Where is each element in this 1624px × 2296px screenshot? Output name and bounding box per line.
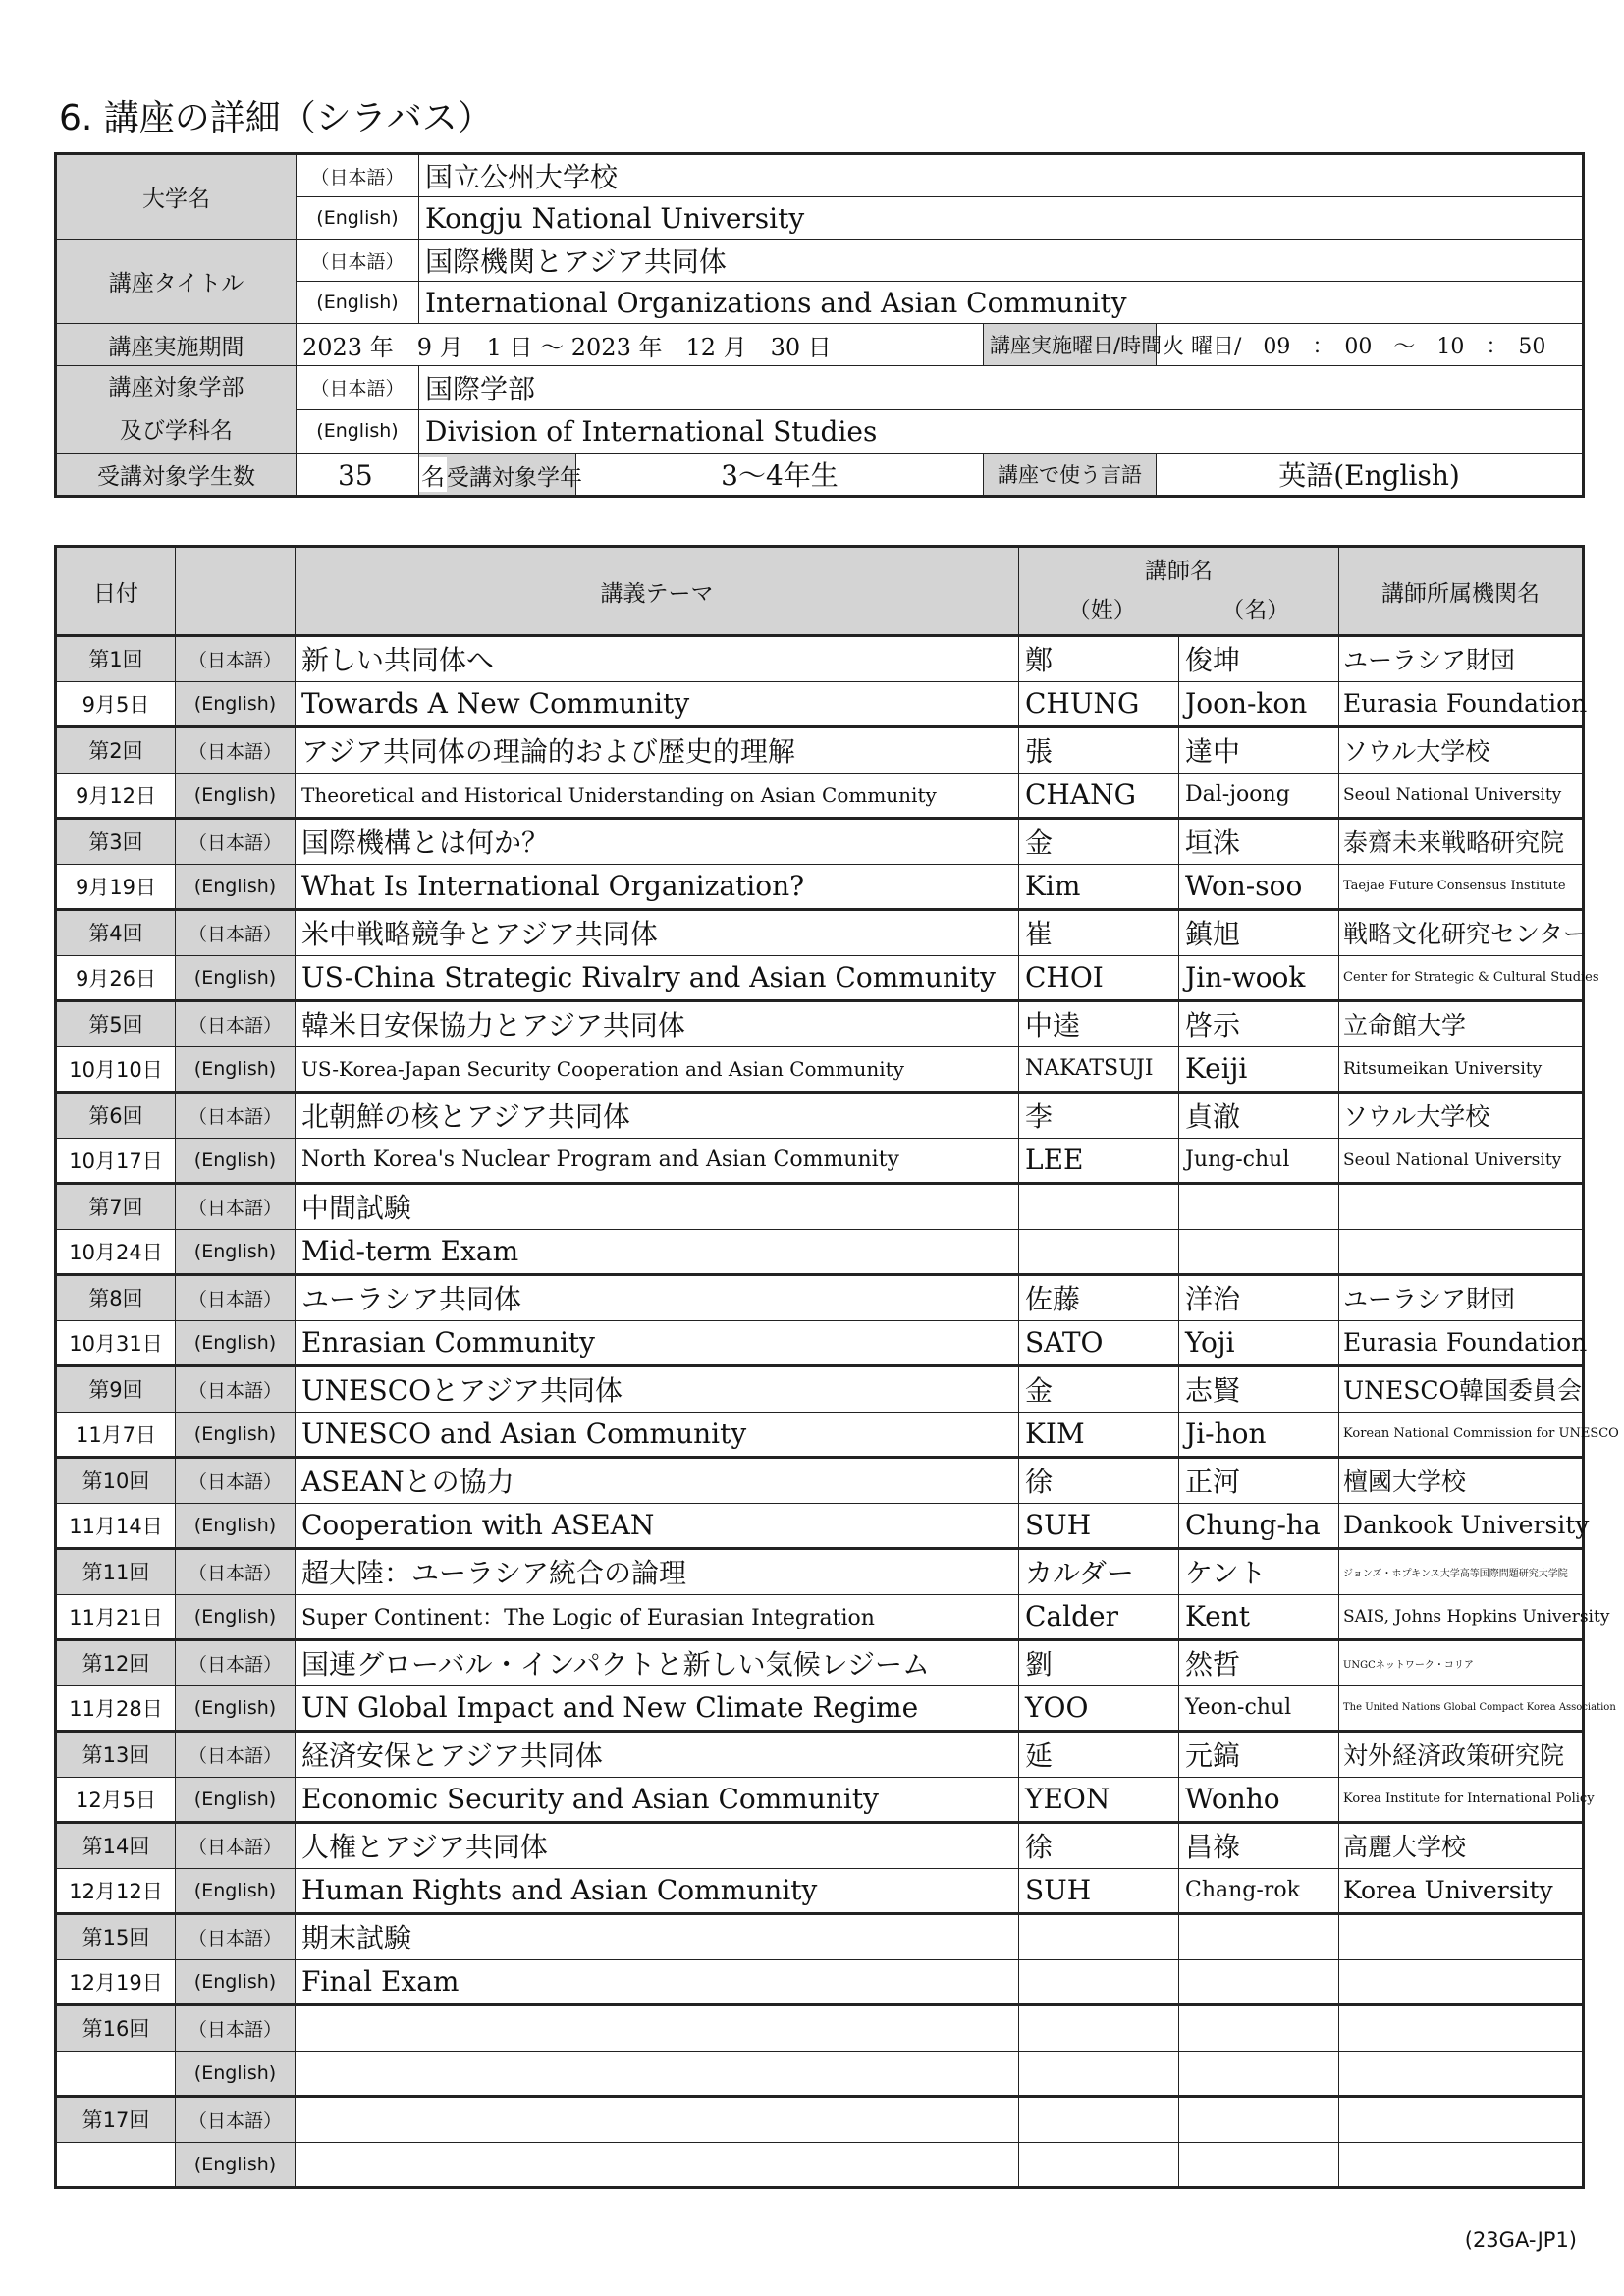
lecturer-given-en: Kent xyxy=(1179,1594,1339,1640)
session-date: 9月12日 xyxy=(56,773,176,819)
en-tag: (English) xyxy=(176,1868,296,1914)
header-theme: 講義テーマ xyxy=(296,547,1019,636)
theme-jp: 国連グローバル・インパクトと新しい気候レジーム xyxy=(296,1640,1019,1686)
theme-jp: ASEANとの協力 xyxy=(296,1458,1019,1504)
en-tag: (English) xyxy=(297,409,419,454)
theme-jp: 人権とアジア共同体 xyxy=(296,1823,1019,1869)
lecturer-surname-en: YOO xyxy=(1019,1685,1179,1732)
lecturer-given-jp: 鎮旭 xyxy=(1179,910,1339,956)
theme-jp: 米中戦略競争とアジア共同体 xyxy=(296,910,1019,956)
schedule-table xyxy=(54,545,1619,2189)
en-tag: (English) xyxy=(176,1138,296,1184)
lecturer-given-en: Chung-ha xyxy=(1179,1503,1339,1549)
session-row-jp xyxy=(56,2005,1584,2052)
theme-jp: 超大陸：ユーラシア統合の論理 xyxy=(296,1549,1019,1595)
lecturer-surname-en xyxy=(1019,1229,1179,1275)
jp-tag: （日本語） xyxy=(176,1093,296,1139)
lecturer-given-en: Jung-chul xyxy=(1179,1138,1339,1184)
affiliation-jp: 対外経済政策研究院 xyxy=(1339,1732,1584,1778)
theme-en: US-Korea-Japan Security Cooperation and Asian Community xyxy=(296,1046,1019,1093)
theme-jp: 北朝鮮の核とアジア共同体 xyxy=(296,1093,1019,1139)
session-date: 11月7日 xyxy=(56,1412,176,1458)
theme-jp: 韓米日安保協力とアジア共同体 xyxy=(296,1001,1019,1047)
lecturer-surname-en xyxy=(1019,2051,1179,2097)
affiliation-jp xyxy=(1339,2097,1584,2143)
lecturer-given-en: Yoji xyxy=(1179,1320,1339,1366)
lecturer-surname-jp: 徐 xyxy=(1019,1458,1179,1504)
affiliation-en: Taejae Future Consensus Institute xyxy=(1339,864,1584,910)
lecturer-given-jp: 正河 xyxy=(1179,1458,1339,1504)
header-lecturer-title: 講師名 xyxy=(1145,559,1213,584)
session-row-jp xyxy=(56,819,1584,865)
lecturer-surname-en: KIM xyxy=(1019,1412,1179,1458)
lecturer-surname-en: CHUNG xyxy=(1019,681,1179,727)
lecturer-surname-en: Calder xyxy=(1019,1594,1179,1640)
session-row-en xyxy=(56,1046,1584,1093)
session-row-en xyxy=(56,1412,1584,1458)
lecturer-given-en xyxy=(1179,1959,1339,2005)
lecturer-surname-jp: 劉 xyxy=(1019,1640,1179,1686)
affiliation-en: The United Nations Global Compact Korea Association xyxy=(1339,1685,1584,1732)
en-tag: (English) xyxy=(176,773,296,819)
lecturer-given-jp: 昌祿 xyxy=(1179,1823,1339,1869)
affiliation-en: Center for Strategic & Cultural Studies xyxy=(1339,955,1584,1001)
session-row-jp xyxy=(56,1640,1584,1686)
lecturer-given-jp: ケント xyxy=(1179,1549,1339,1595)
session-number: 第8回 xyxy=(56,1275,176,1321)
session-number: 第16回 xyxy=(56,2005,176,2052)
lecturer-surname-jp: 金 xyxy=(1019,819,1179,865)
lecturer-surname-jp: 鄭 xyxy=(1019,636,1179,682)
students-label: 受講対象学生数 xyxy=(56,454,297,497)
students-unit: 名 xyxy=(419,457,447,492)
session-row-jp xyxy=(56,1275,1584,1321)
session-number: 第7回 xyxy=(56,1184,176,1230)
theme-en: Theoretical and Historical Uniderstanding on Asian Community xyxy=(296,773,1019,819)
affiliation-jp: 戦略文化研究センター xyxy=(1339,910,1584,956)
theme-en xyxy=(296,2142,1019,2188)
en-tag: (English) xyxy=(176,864,296,910)
header-affiliation: 講師所属機関名 xyxy=(1339,547,1584,636)
theme-en: UN Global Impact and New Climate Regime xyxy=(296,1685,1019,1732)
en-tag: (English) xyxy=(176,1594,296,1640)
jp-tag: （日本語） xyxy=(176,1914,296,1960)
lecturer-given-jp: 俊坤 xyxy=(1179,636,1339,682)
session-number: 第5回 xyxy=(56,1001,176,1047)
lecturer-surname-jp: 張 xyxy=(1019,727,1179,774)
session-row-en xyxy=(56,1229,1584,1275)
lecturer-surname-en: SATO xyxy=(1019,1320,1179,1366)
department-label-line2: 及び学科名 xyxy=(120,418,233,444)
session-row-en xyxy=(56,1138,1584,1184)
session-row-en xyxy=(56,2142,1584,2188)
session-date: 10月24日 xyxy=(56,1229,176,1275)
university-en: Kongju National University xyxy=(419,197,1584,240)
lecturer-given-jp: 啓示 xyxy=(1179,1001,1339,1047)
session-number: 第13回 xyxy=(56,1732,176,1778)
period-label: 講座実施期間 xyxy=(56,324,297,366)
jp-tag: （日本語） xyxy=(176,1275,296,1321)
session-row-en xyxy=(56,1685,1584,1732)
department-en: Division of International Studies xyxy=(419,409,1584,454)
lecturer-surname-en: LEE xyxy=(1019,1138,1179,1184)
lecturer-surname-jp: カルダー xyxy=(1019,1549,1179,1595)
affiliation-jp xyxy=(1339,2005,1584,2052)
affiliation-jp: UNGCネットワーク・コリア xyxy=(1339,1640,1584,1686)
session-number: 第4回 xyxy=(56,910,176,956)
session-row-en xyxy=(56,2051,1584,2097)
page-title: 6. 講座の詳細（シラバス） xyxy=(59,98,493,138)
year-label-cell xyxy=(419,454,582,497)
affiliation-en: Korea University xyxy=(1339,1868,1584,1914)
course-title-en: International Organizations and Asian Community xyxy=(419,282,1584,324)
theme-jp: 期末試験 xyxy=(296,1914,1019,1960)
theme-en: UNESCO and Asian Community xyxy=(296,1412,1019,1458)
lecturer-given-en: Won-soo xyxy=(1179,864,1339,910)
year-label: 受講対象学年 xyxy=(447,464,582,491)
jp-tag: （日本語） xyxy=(176,1458,296,1504)
session-row-en xyxy=(56,1503,1584,1549)
session-number: 第9回 xyxy=(56,1366,176,1413)
lecturer-given-en: Wonho xyxy=(1179,1777,1339,1823)
affiliation-jp: UNESCO韓国委員会 xyxy=(1339,1366,1584,1413)
affiliation-jp: ユーラシア財団 xyxy=(1339,1275,1584,1321)
header-blank xyxy=(176,547,296,636)
lecturer-surname-jp xyxy=(1019,2005,1179,2052)
lecturer-given-en: Dal-joong xyxy=(1179,773,1339,819)
en-tag: (English) xyxy=(176,1046,296,1093)
students-count: 35 xyxy=(338,459,373,492)
lecturer-surname-en: Kim xyxy=(1019,864,1179,910)
en-tag: (English) xyxy=(297,282,419,324)
session-date: 10月10日 xyxy=(56,1046,176,1093)
session-row-en xyxy=(56,1959,1584,2005)
affiliation-en: Eurasia Foundation xyxy=(1339,1320,1584,1366)
year-value: 3～4年生 xyxy=(576,454,984,497)
theme-jp: アジア共同体の理論的および歴史的理解 xyxy=(296,727,1019,774)
session-number: 第10回 xyxy=(56,1458,176,1504)
course-info-table xyxy=(54,152,1585,498)
session-date: 9月5日 xyxy=(56,681,176,727)
lecturer-surname-jp: 金 xyxy=(1019,1366,1179,1413)
session-date xyxy=(56,2051,176,2097)
course-title-label: 講座タイトル xyxy=(56,240,297,324)
language-value: 英語(English) xyxy=(1157,454,1584,497)
affiliation-en: Seoul National University xyxy=(1339,773,1584,819)
affiliation-en xyxy=(1339,1229,1584,1275)
session-date: 11月21日 xyxy=(56,1594,176,1640)
lecturer-given-en: Yeon-chul xyxy=(1179,1685,1339,1732)
department-label-line1: 講座対象学部 xyxy=(108,375,244,400)
lecturer-surname-jp: 延 xyxy=(1019,1732,1179,1778)
jp-tag: （日本語） xyxy=(297,240,419,282)
session-row-jp xyxy=(56,636,1584,682)
theme-en: Super Continent：The Logic of Eurasian Integration xyxy=(296,1594,1019,1640)
session-date xyxy=(56,2142,176,2188)
session-row-jp xyxy=(56,727,1584,774)
course-title-jp: 国際機関とアジア共同体 xyxy=(419,240,1584,282)
session-number: 第17回 xyxy=(56,2097,176,2143)
session-row-en xyxy=(56,1594,1584,1640)
lecturer-given-en: Ji-hon xyxy=(1179,1412,1339,1458)
en-tag: (English) xyxy=(176,1777,296,1823)
theme-jp xyxy=(296,2005,1019,2052)
lecturer-given-jp xyxy=(1179,2097,1339,2143)
lecturer-given-jp: 志賢 xyxy=(1179,1366,1339,1413)
jp-tag: （日本語） xyxy=(176,1184,296,1230)
lecturer-surname-jp: 佐藤 xyxy=(1019,1275,1179,1321)
session-number: 第12回 xyxy=(56,1640,176,1686)
university-jp: 国立公州大学校 xyxy=(419,154,1584,197)
lecturer-given-jp: 元鎬 xyxy=(1179,1732,1339,1778)
theme-en: Economic Security and Asian Community xyxy=(296,1777,1019,1823)
session-row-jp xyxy=(56,1732,1584,1778)
jp-tag: （日本語） xyxy=(176,1549,296,1595)
affiliation-en: Ritsumeikan University xyxy=(1339,1046,1584,1093)
affiliation-en xyxy=(1339,1959,1584,2005)
theme-en: Cooperation with ASEAN xyxy=(296,1503,1019,1549)
lecturer-given-jp: 洋治 xyxy=(1179,1275,1339,1321)
affiliation-en: SAIS, Johns Hopkins University xyxy=(1339,1594,1584,1640)
jp-tag: （日本語） xyxy=(176,1732,296,1778)
session-number: 第1回 xyxy=(56,636,176,682)
session-row-jp xyxy=(56,1093,1584,1139)
theme-jp xyxy=(296,2097,1019,2143)
affiliation-en xyxy=(1339,2051,1584,2097)
session-date: 9月26日 xyxy=(56,955,176,1001)
session-row-jp xyxy=(56,1823,1584,1869)
theme-jp: UNESCOとアジア共同体 xyxy=(296,1366,1019,1413)
theme-jp: 新しい共同体へ xyxy=(296,636,1019,682)
lecturer-given-en xyxy=(1179,2051,1339,2097)
session-date: 12月19日 xyxy=(56,1959,176,2005)
session-row-jp xyxy=(56,1549,1584,1595)
session-row-jp xyxy=(56,1001,1584,1047)
department-jp: 国際学部 xyxy=(419,366,1584,410)
session-row-en xyxy=(56,1868,1584,1914)
en-tag: (English) xyxy=(176,681,296,727)
lecturer-given-en: Chang-rok xyxy=(1179,1868,1339,1914)
lecturer-surname-jp: 崔 xyxy=(1019,910,1179,956)
lecturer-surname-en: SUH xyxy=(1019,1503,1179,1549)
affiliation-en: Dankook University xyxy=(1339,1503,1584,1549)
session-row-jp xyxy=(56,910,1584,956)
lecturer-given-jp: 達中 xyxy=(1179,727,1339,774)
session-number: 第2回 xyxy=(56,727,176,774)
theme-en: Enrasian Community xyxy=(296,1320,1019,1366)
jp-tag: （日本語） xyxy=(176,2097,296,2143)
lecturer-given-jp: 然哲 xyxy=(1179,1640,1339,1686)
jp-tag: （日本語） xyxy=(297,366,419,410)
affiliation-en: Eurasia Foundation xyxy=(1339,681,1584,727)
lecturer-surname-en: NAKATSUJI xyxy=(1019,1046,1179,1093)
affiliation-en: Korean National Commission for UNESCO xyxy=(1339,1412,1584,1458)
jp-tag: （日本語） xyxy=(176,1001,296,1047)
footer-code: (23GA-JP1) xyxy=(1464,2228,1577,2252)
session-date: 12月12日 xyxy=(56,1868,176,1914)
lecturer-given-en: Jin-wook xyxy=(1179,955,1339,1001)
affiliation-jp: 泰齋未来戦略研究院 xyxy=(1339,819,1584,865)
language-label: 講座で使う言語 xyxy=(984,454,1157,497)
lecturer-surname-jp xyxy=(1019,2097,1179,2143)
en-tag: (English) xyxy=(176,1320,296,1366)
session-row-en xyxy=(56,681,1584,727)
session-row-en xyxy=(56,955,1584,1001)
affiliation-jp: 立命館大学 xyxy=(1339,1001,1584,1047)
session-row-en xyxy=(56,1777,1584,1823)
lecturer-surname-en: YEON xyxy=(1019,1777,1179,1823)
en-tag: (English) xyxy=(176,1229,296,1275)
theme-en: Human Rights and Asian Community xyxy=(296,1868,1019,1914)
lecturer-surname-en xyxy=(1019,1959,1179,2005)
jp-tag: （日本語） xyxy=(176,1823,296,1869)
theme-en: Final Exam xyxy=(296,1959,1019,2005)
day-time-value: 火 曜日/ 09 ： 00 ～ 10 ： 50 xyxy=(1157,324,1584,366)
session-date: 11月28日 xyxy=(56,1685,176,1732)
theme-jp: ユーラシア共同体 xyxy=(296,1275,1019,1321)
lecturer-surname-en: CHOI xyxy=(1019,955,1179,1001)
lecturer-surname-jp xyxy=(1019,1914,1179,1960)
lecturer-given-jp xyxy=(1179,1184,1339,1230)
en-tag: (English) xyxy=(176,2051,296,2097)
session-row-jp xyxy=(56,1184,1584,1230)
header-given: （名） xyxy=(1221,598,1290,623)
header-surname: （姓） xyxy=(1067,598,1136,623)
lecturer-surname-jp: 徐 xyxy=(1019,1823,1179,1869)
lecturer-surname-jp: 李 xyxy=(1019,1093,1179,1139)
en-tag: (English) xyxy=(176,1685,296,1732)
session-row-jp xyxy=(56,2097,1584,2143)
jp-tag: （日本語） xyxy=(176,2005,296,2052)
session-date: 10月31日 xyxy=(56,1320,176,1366)
session-row-jp xyxy=(56,1458,1584,1504)
lecturer-given-jp: 貞澈 xyxy=(1179,1093,1339,1139)
affiliation-jp: ソウル大学校 xyxy=(1339,727,1584,774)
affiliation-en xyxy=(1339,2142,1584,2188)
session-number: 第6回 xyxy=(56,1093,176,1139)
affiliation-jp: ジョンズ・ホプキンス大学高等国際問題研究大学院 xyxy=(1339,1549,1584,1595)
university-label: 大学名 xyxy=(56,154,297,240)
affiliation-jp xyxy=(1339,1184,1584,1230)
theme-jp: 中間試験 xyxy=(296,1184,1019,1230)
jp-tag: （日本語） xyxy=(176,1640,296,1686)
affiliation-jp: 檀國大学校 xyxy=(1339,1458,1584,1504)
theme-jp: 国際機構とは何か？ xyxy=(296,819,1019,865)
header-date: 日付 xyxy=(56,547,176,636)
en-tag: (English) xyxy=(176,2142,296,2188)
jp-tag: （日本語） xyxy=(176,819,296,865)
jp-tag: （日本語） xyxy=(176,910,296,956)
jp-tag: （日本語） xyxy=(297,154,419,197)
lecturer-surname-jp xyxy=(1019,1184,1179,1230)
affiliation-en: Seoul National University xyxy=(1339,1138,1584,1184)
lecturer-given-en xyxy=(1179,1229,1339,1275)
en-tag: (English) xyxy=(297,197,419,240)
lecturer-given-en xyxy=(1179,2142,1339,2188)
affiliation-jp: ソウル大学校 xyxy=(1339,1093,1584,1139)
session-number: 第11回 xyxy=(56,1549,176,1595)
lecturer-given-en: Joon-kon xyxy=(1179,681,1339,727)
session-row-jp xyxy=(56,1366,1584,1413)
theme-en: What Is International Organization? xyxy=(296,864,1019,910)
session-number: 第3回 xyxy=(56,819,176,865)
lecturer-given-jp xyxy=(1179,2005,1339,2052)
session-number: 第15回 xyxy=(56,1914,176,1960)
en-tag: (English) xyxy=(176,955,296,1001)
session-row-en xyxy=(56,864,1584,910)
theme-en: US-China Strategic Rivalry and Asian Community xyxy=(296,955,1019,1001)
theme-en: North Korea's Nuclear Program and Asian Community xyxy=(296,1138,1019,1184)
en-tag: (English) xyxy=(176,1503,296,1549)
header-lecturer xyxy=(1019,547,1339,636)
jp-tag: （日本語） xyxy=(176,636,296,682)
theme-jp: 経済安保とアジア共同体 xyxy=(296,1732,1019,1778)
session-row-en xyxy=(56,773,1584,819)
affiliation-jp: 高麗大学校 xyxy=(1339,1823,1584,1869)
period-value: 2023 年 9 月 1 日 ～ 2023 年 12 月 30 日 xyxy=(297,324,984,366)
department-label xyxy=(56,366,297,454)
theme-en: Mid-term Exam xyxy=(296,1229,1019,1275)
session-date: 12月5日 xyxy=(56,1777,176,1823)
jp-tag: （日本語） xyxy=(176,1366,296,1413)
session-date: 10月17日 xyxy=(56,1138,176,1184)
students-count-cell xyxy=(297,454,419,497)
en-tag: (English) xyxy=(176,1959,296,2005)
lecturer-surname-en: SUH xyxy=(1019,1868,1179,1914)
lecturer-given-jp: 垣洙 xyxy=(1179,819,1339,865)
lecturer-surname-en: CHANG xyxy=(1019,773,1179,819)
lecturer-surname-en xyxy=(1019,2142,1179,2188)
lecturer-given-jp xyxy=(1179,1914,1339,1960)
en-tag: (English) xyxy=(176,1412,296,1458)
jp-tag: （日本語） xyxy=(176,727,296,774)
lecturer-surname-jp: 中逵 xyxy=(1019,1001,1179,1047)
session-date: 9月19日 xyxy=(56,864,176,910)
session-date: 11月14日 xyxy=(56,1503,176,1549)
affiliation-en: Korea Institute for International Policy xyxy=(1339,1777,1584,1823)
theme-en xyxy=(296,2051,1019,2097)
affiliation-jp xyxy=(1339,1914,1584,1960)
lecturer-given-en: Keiji xyxy=(1179,1046,1339,1093)
day-time-label: 講座実施曜日/時間 xyxy=(984,324,1157,366)
theme-en: Towards A New Community xyxy=(296,681,1019,727)
session-row-jp xyxy=(56,1914,1584,1960)
affiliation-jp: ユーラシア財団 xyxy=(1339,636,1584,682)
session-row-en xyxy=(56,1320,1584,1366)
session-number: 第14回 xyxy=(56,1823,176,1869)
